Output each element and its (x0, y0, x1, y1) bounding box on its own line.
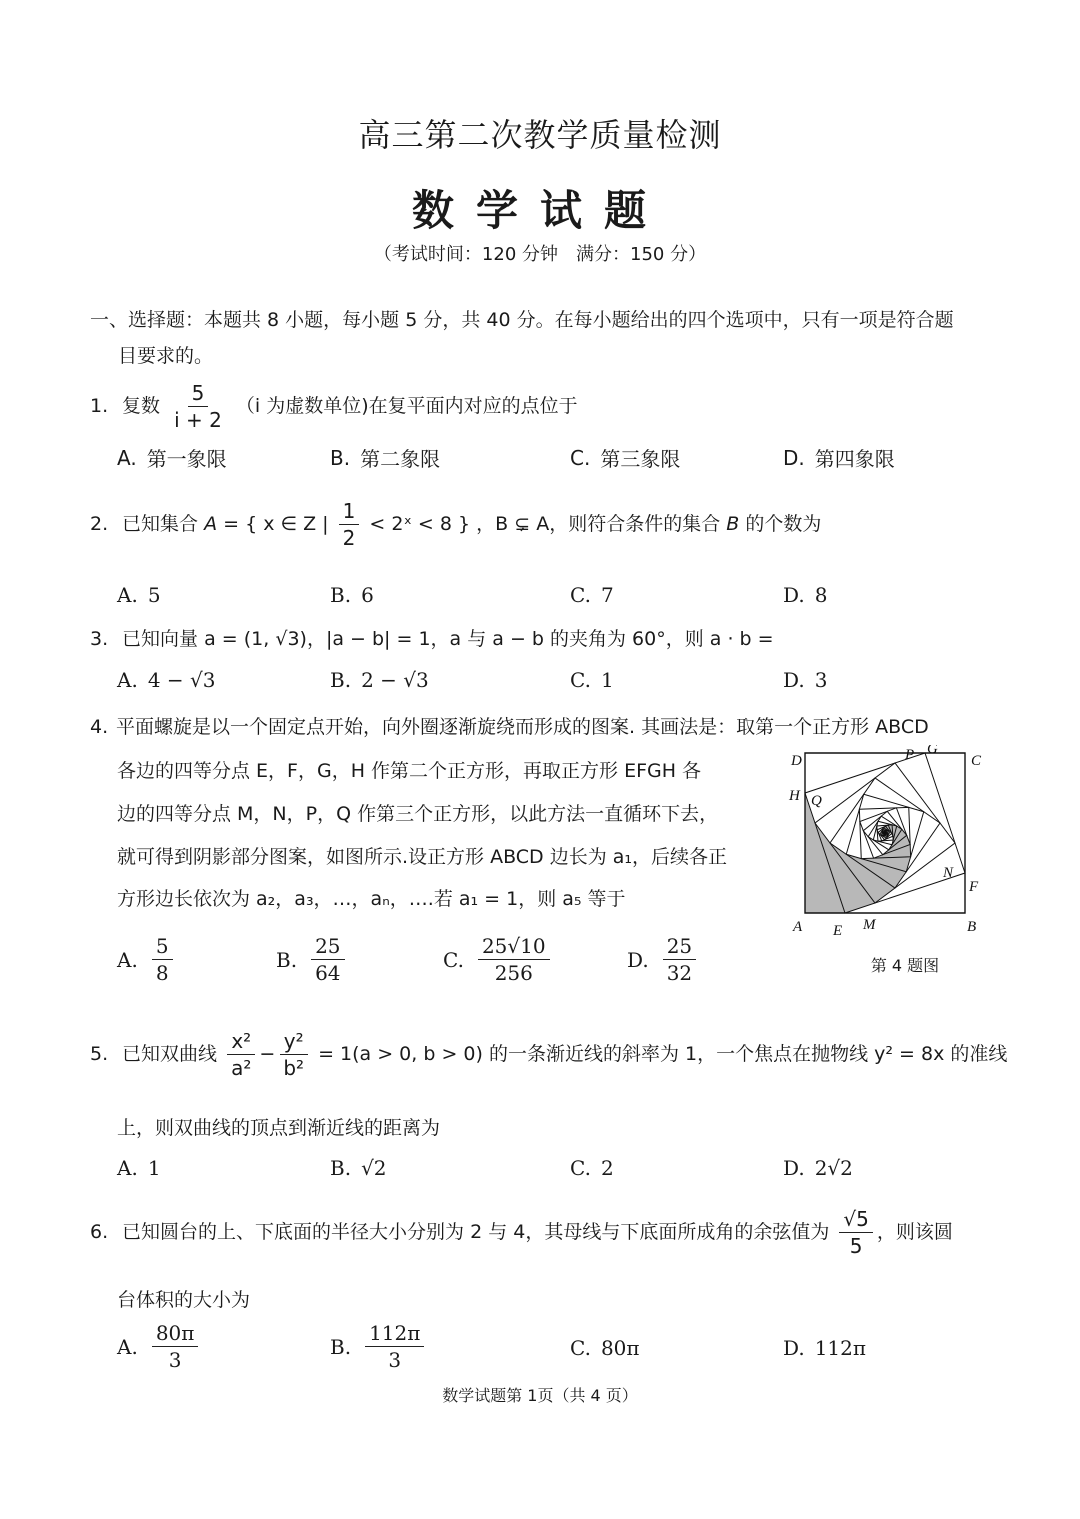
question-text: ，B ⊊ A，则符合条件的集合 (476, 513, 721, 535)
option-text: 第一象限 (146, 447, 227, 471)
fraction (152, 1322, 199, 1371)
question-text: 已知双曲线 (122, 1043, 218, 1065)
denominator: 32 (666, 961, 693, 985)
set-variable: B (726, 513, 740, 535)
fraction (478, 935, 550, 984)
option-label: A. (117, 583, 138, 607)
question-5-line-2: 上，则双曲线的顶点到渐近线的距离为 (117, 1117, 441, 1139)
option-label: C. (570, 668, 591, 692)
denominator: 8 (155, 961, 169, 985)
set-expression: < 2ˣ < 8 } (369, 513, 471, 535)
point-label-M: M (863, 917, 876, 933)
fraction (839, 1208, 872, 1257)
question-4-line-4: 就可得到阴影部分图案，如图所示.设正方形 ABCD 边长为 a₁，后续各正 (117, 846, 728, 868)
q3-option-a[interactable] (117, 668, 215, 692)
question-number: 4. (90, 716, 109, 738)
question-number: 6. (90, 1221, 109, 1243)
option-label: B. (330, 445, 351, 470)
q3-option-c[interactable] (570, 668, 614, 692)
option-text: 1 (600, 668, 614, 692)
option-text: 5 (147, 583, 161, 607)
option-label: A. (117, 445, 137, 470)
denominator: 3 (388, 1348, 402, 1372)
denominator: i + 2 (174, 408, 222, 432)
option-label: C. (443, 947, 464, 972)
question-4-line-1 (90, 712, 929, 739)
option-text: 3 (814, 668, 828, 692)
numerator: 25 (663, 935, 696, 960)
q4-option-d[interactable] (627, 935, 700, 984)
denominator: 2 (342, 526, 356, 550)
numerator: x² (227, 1030, 255, 1055)
math-expression: = 1(a > 0, b > 0) (318, 1043, 483, 1065)
point-label-N: N (943, 865, 954, 881)
numerator: 1 (339, 500, 360, 525)
fraction (339, 500, 360, 549)
q3-option-d[interactable] (783, 668, 827, 692)
fraction (311, 935, 344, 984)
option-label: B. (330, 1334, 352, 1359)
option-label: C. (570, 1336, 591, 1360)
numerator: 5 (188, 382, 209, 407)
option-label: C. (570, 1156, 591, 1180)
q6-option-d[interactable] (783, 1336, 866, 1360)
section-heading-line2: 目要求的。 (118, 345, 214, 367)
question-text: 已知圆台的上、下底面的半径大小分别为 2 与 4，其母线与下底面所成角的余弦值为 (122, 1221, 830, 1243)
question-text: 的一条渐近线的斜率为 1，一个焦点在抛物线 y² = 8x 的准线 (488, 1043, 1008, 1065)
option-text: 6 (361, 583, 374, 607)
option-text: 2 (600, 1156, 614, 1180)
minus-sign: − (259, 1043, 276, 1065)
option-label: B. (330, 1156, 352, 1180)
question-text: 已知集合 (122, 513, 199, 535)
option-text: 8 (814, 583, 828, 607)
math-expression: ，|a − b| = 1， (306, 628, 450, 650)
q5-option-a[interactable] (117, 1156, 161, 1180)
question-text: 的个数为 (745, 513, 822, 535)
question-text: （i 为虚数单位)在复平面内对应的点位于 (235, 395, 578, 417)
question-text: 平面螺旋是以一个固定点开始，向外圈逐渐旋绕而形成的图案. 其画法是：取第一个正方形 ABCD (116, 716, 929, 738)
option-label: B. (330, 668, 352, 692)
q2-option-a[interactable] (117, 583, 161, 607)
option-label: B. (276, 947, 298, 972)
question-4-line-3: 边的四等分点 M，N，P，Q 作第三个正方形，以此方法一直循环下去， (117, 803, 719, 825)
numerator: 25√10 (478, 935, 550, 960)
numerator: 5 (152, 935, 173, 960)
point-label-A: A (793, 919, 803, 935)
spiral-diagram (785, 745, 995, 945)
option-label: C. (570, 583, 591, 607)
math-expression: a · b = (709, 628, 774, 650)
question-2 (90, 500, 821, 549)
option-text: 1 (147, 1156, 161, 1180)
q2-option-c[interactable] (570, 583, 614, 607)
page-footer: 数学试题第 1页（共 4 页） (442, 1386, 638, 1405)
q5-option-d[interactable] (783, 1156, 853, 1180)
q4-option-b[interactable] (276, 935, 349, 984)
option-text: √2 (361, 1156, 387, 1180)
exam-info: （考试时间：120 分钟 满分：150 分） (373, 244, 707, 265)
q4-option-a[interactable] (117, 935, 177, 984)
option-label: A. (117, 668, 138, 692)
q6-option-b[interactable] (330, 1322, 428, 1371)
set-variable: A (204, 513, 218, 535)
option-text: 4 − √3 (147, 668, 216, 692)
point-label-D: D (791, 753, 802, 769)
option-text: 第四象限 (814, 447, 895, 471)
section-heading (90, 302, 1000, 374)
point-label-G: G (927, 745, 938, 757)
option-label: D. (783, 668, 805, 692)
option-text: 7 (600, 583, 614, 607)
option-label: A. (117, 947, 138, 972)
math-expression: a = (1, √3) (204, 628, 307, 650)
fraction (170, 382, 226, 431)
q6-option-c[interactable] (570, 1336, 640, 1360)
question-number: 1. (90, 395, 109, 417)
numerator: √5 (839, 1208, 872, 1233)
point-label-Q: Q (811, 793, 822, 809)
point-label-E: E (833, 923, 843, 939)
denominator: 64 (315, 961, 341, 985)
question-3 (90, 624, 774, 651)
q2-option-b[interactable] (330, 583, 374, 607)
option-label: B. (330, 583, 352, 607)
option-label: C. (570, 445, 591, 470)
point-label-F: F (969, 879, 979, 895)
question-number: 5. (90, 1043, 109, 1065)
denominator: 256 (494, 961, 533, 985)
numerator: 80π (152, 1322, 199, 1347)
option-text: 第二象限 (360, 447, 441, 471)
q2-option-d[interactable] (783, 583, 827, 607)
option-text: 第三象限 (600, 447, 681, 471)
numerator: 112π (365, 1322, 424, 1347)
q5-option-b[interactable] (330, 1156, 387, 1180)
section-heading-line1: 一、选择题：本题共 8 小题，每小题 5 分，共 40 分。在每小题给出的四个选项中，只有一项是符合题 (90, 309, 954, 331)
question-text: ，则该圆 (876, 1221, 953, 1243)
option-label: A. (117, 1334, 138, 1359)
option-label: D. (783, 1336, 805, 1360)
option-text: 2 − √3 (361, 668, 429, 692)
q5-option-c[interactable] (570, 1156, 614, 1180)
exam-title: 高三第二次教学质量检测 (358, 116, 722, 154)
question-1 (90, 382, 578, 431)
denominator: a² (231, 1056, 252, 1080)
question-text: 复数 (122, 395, 161, 417)
point-label-P: P (905, 747, 915, 763)
point-label-H: H (789, 788, 800, 804)
q1-option-a[interactable] (117, 443, 227, 472)
math-expression: a 与 a − b 的夹角为 60°，则 (449, 628, 704, 650)
figure-caption: 第 4 题图 (870, 956, 940, 975)
q1-option-d[interactable] (783, 443, 895, 472)
q3-option-b[interactable] (330, 668, 429, 692)
fraction (227, 1030, 255, 1079)
q1-option-c[interactable] (570, 443, 680, 472)
option-label: D. (783, 445, 805, 470)
fraction (663, 935, 696, 984)
fraction (152, 935, 173, 984)
option-label: A. (117, 1156, 138, 1180)
option-label: D. (783, 1156, 805, 1180)
option-text: 2√2 (814, 1156, 853, 1180)
q6-option-a[interactable] (117, 1322, 202, 1371)
option-text: 112π (814, 1336, 867, 1360)
fraction (365, 1322, 424, 1371)
question-number: 2. (90, 513, 109, 535)
numerator: 25 (311, 935, 344, 960)
denominator: 5 (849, 1234, 863, 1258)
question-6 (90, 1208, 953, 1257)
question-text: 已知向量 (122, 628, 199, 650)
option-label: D. (783, 583, 805, 607)
set-expression: = { x ∈ Z | (223, 513, 329, 535)
numerator: y² (280, 1030, 308, 1055)
question-4-line-2: 各边的四等分点 E，F，G，H 作第二个正方形，再取正方形 EFGH 各 (117, 760, 702, 782)
point-label-B: B (967, 919, 977, 935)
question-6-line-2: 台体积的大小为 (117, 1289, 251, 1311)
spiral-squares-figure (785, 745, 995, 945)
question-number: 3. (90, 628, 109, 650)
subject-title: 数学试题 (411, 186, 668, 235)
point-label-C: C (971, 753, 982, 769)
option-label: D. (627, 947, 649, 972)
q1-option-b[interactable] (330, 443, 440, 472)
fraction (279, 1030, 308, 1079)
question-5 (90, 1030, 1007, 1079)
question-4-line-5: 方形边长依次为 a₂，a₃，…，aₙ，….若 a₁ = 1，则 a₅ 等于 (117, 888, 626, 910)
denominator: b² (283, 1056, 305, 1080)
q4-option-c[interactable] (443, 935, 554, 984)
option-text: 80π (600, 1336, 640, 1360)
denominator: 3 (168, 1348, 182, 1372)
